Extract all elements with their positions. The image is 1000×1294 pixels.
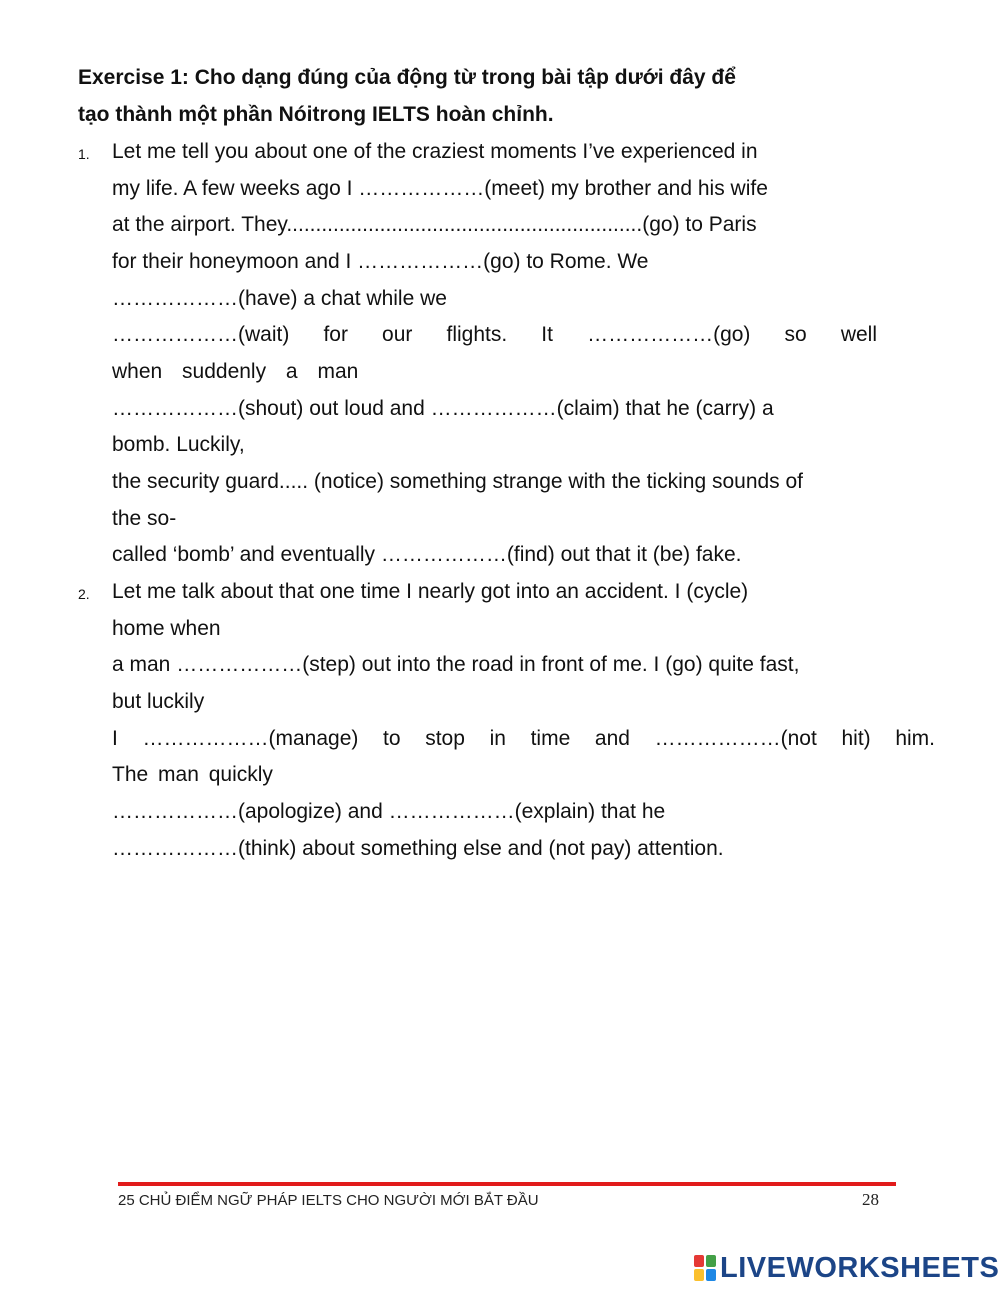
item-number-2: 2. (78, 586, 90, 602)
item1-line-9: bomb. Luckily, (112, 433, 245, 456)
item1-line-2: my life. A few weeks ago I ………………(meet) my brother and his wife (112, 177, 768, 200)
item2-line-2: home when (112, 617, 221, 640)
item2-line-8: ………………(think) about something else and (not pay) attention. (112, 837, 724, 860)
item1-line-4: for their honeymoon and I ………………(go) to Rome. We (112, 250, 649, 273)
footer-divider (118, 1182, 896, 1186)
item1-line-1: Let me tell you about one of the craziest moments I’ve experienced in (112, 140, 758, 163)
item2-line-1: Let me talk about that one time I nearly got into an accident. I (cycle) (112, 580, 749, 603)
item1-line-12: called ‘bomb’ and eventually ………………(find) out that it (be) fake. (112, 543, 742, 566)
exercise-title-line-2: tạo thành một phần Nóitrong IELTS hoàn chỉnh. (78, 103, 554, 126)
footer-book-title: 25 CHỦ ĐIỂM NGỮ PHÁP IELTS CHO NGƯỜI MỚI BẮT ĐẦU (118, 1192, 539, 1209)
item1-line-11: the so- (112, 507, 177, 530)
item2-line-7: ………………(apologize) and ………………(explain) that he (112, 800, 666, 823)
item2-line-5: I ………………(manage) to stop in time and ………………(not hit) him. (112, 727, 935, 750)
item1-line-5: ………………(have) a chat while we (112, 287, 447, 310)
item1-line-6: ………………(wait) for our flights. It ………………(go) so well (112, 323, 877, 346)
liveworksheets-logo-text: LIVEWORKSHEETS (720, 1251, 1000, 1284)
item2-line-4: but luckily (112, 690, 205, 713)
item-number-1: 1. (78, 146, 90, 162)
item2-line-3: a man ………………(step) out into the road in front of me. I (go) quite fast, (112, 653, 800, 676)
item1-line-7: when suddenly a man (112, 360, 359, 383)
page-number: 28 (862, 1190, 879, 1209)
item1-line-10: the security guard..... (notice) something strange with the ticking sounds of (112, 470, 804, 493)
exercise-title-line-1: Exercise 1: Cho dạng đúng của động từ trong bài tập dưới đây để (78, 66, 736, 89)
item1-line-3: at the airport. They.............................................................(go) to Paris (112, 213, 757, 236)
item1-line-8: ………………(shout) out loud and ………………(claim) that he (carry) a (112, 397, 774, 420)
liveworksheets-logo[interactable] (694, 1252, 999, 1284)
item2-line-6: The man quickly (112, 763, 273, 786)
liveworksheets-logo-icon (694, 1255, 716, 1281)
